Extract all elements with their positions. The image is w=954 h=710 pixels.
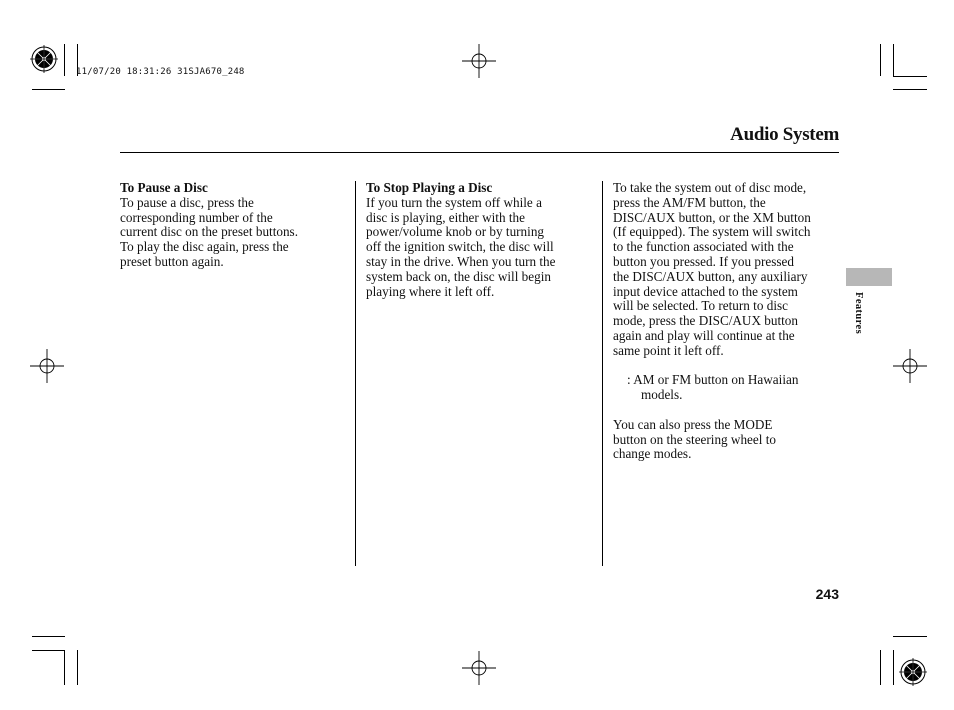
body-line: system back on, the disc will begin <box>366 268 551 284</box>
registration-target-icon <box>30 45 58 73</box>
body-line: will be selected. To return to disc <box>613 298 788 314</box>
page-title: Audio System <box>730 124 839 145</box>
body-line: DISC/AUX button, or the XM button <box>613 209 811 225</box>
column-divider <box>355 181 356 566</box>
column-pause-disc <box>120 181 348 270</box>
body-line: again and play will continue at the <box>613 327 795 343</box>
section-tab-label: Features <box>853 292 864 335</box>
body-line: To pause a disc, press the <box>120 194 254 210</box>
column-divider <box>602 181 603 566</box>
body-line: You can also press the MODE <box>613 416 773 432</box>
crosshair-icon <box>462 44 496 78</box>
footnote-line: : AM or FM button on Hawaiian <box>627 372 799 388</box>
footnote-line: models. <box>641 387 683 403</box>
body-line: same point it left off. <box>613 342 724 358</box>
body-line: stay in the drive. When you turn the <box>366 253 556 269</box>
body-line: change modes. <box>613 446 692 462</box>
body-line: playing where it left off. <box>366 283 495 299</box>
body-line: To take the system out of disc mode, <box>613 180 807 195</box>
print-timestamp: 11/07/20 18:31:26 31SJA670_248 <box>76 67 245 77</box>
section-tab <box>846 268 892 286</box>
body-line: the DISC/AUX button, any auxiliary <box>613 268 808 284</box>
section-heading: To Stop Playing a Disc <box>366 180 493 195</box>
body-line: off the ignition switch, the disc will <box>366 239 554 255</box>
body-line: input device attached to the system <box>613 283 798 299</box>
column-stop-disc <box>366 181 596 299</box>
body-line: If you turn the system off while a <box>366 194 542 210</box>
body-line: preset button again. <box>120 253 224 269</box>
column-disc-mode <box>613 181 841 462</box>
body-line: disc is playing, either with the <box>366 209 525 225</box>
body-line: to the function associated with the <box>613 239 794 255</box>
crosshair-icon <box>30 349 64 383</box>
body-line: power/volume knob or by turning <box>366 224 545 240</box>
body-line: press the AM/FM button, the <box>613 194 766 210</box>
crosshair-icon <box>893 349 927 383</box>
body-line: To play the disc again, press the <box>120 239 289 255</box>
registration-target-icon <box>899 658 927 686</box>
section-heading: To Pause a Disc <box>120 180 208 195</box>
title-rule <box>120 152 839 153</box>
body-line: (If equipped). The system will switch <box>613 224 811 240</box>
body-line: button on the steering wheel to <box>613 431 776 447</box>
crosshair-icon <box>462 651 496 685</box>
body-line: current disc on the preset buttons. <box>120 224 298 240</box>
body-line: corresponding number of the <box>120 209 273 225</box>
page-number: 243 <box>815 586 839 602</box>
body-line: button you pressed. If you pressed <box>613 253 794 269</box>
body-line: mode, press the DISC/AUX button <box>613 313 798 329</box>
